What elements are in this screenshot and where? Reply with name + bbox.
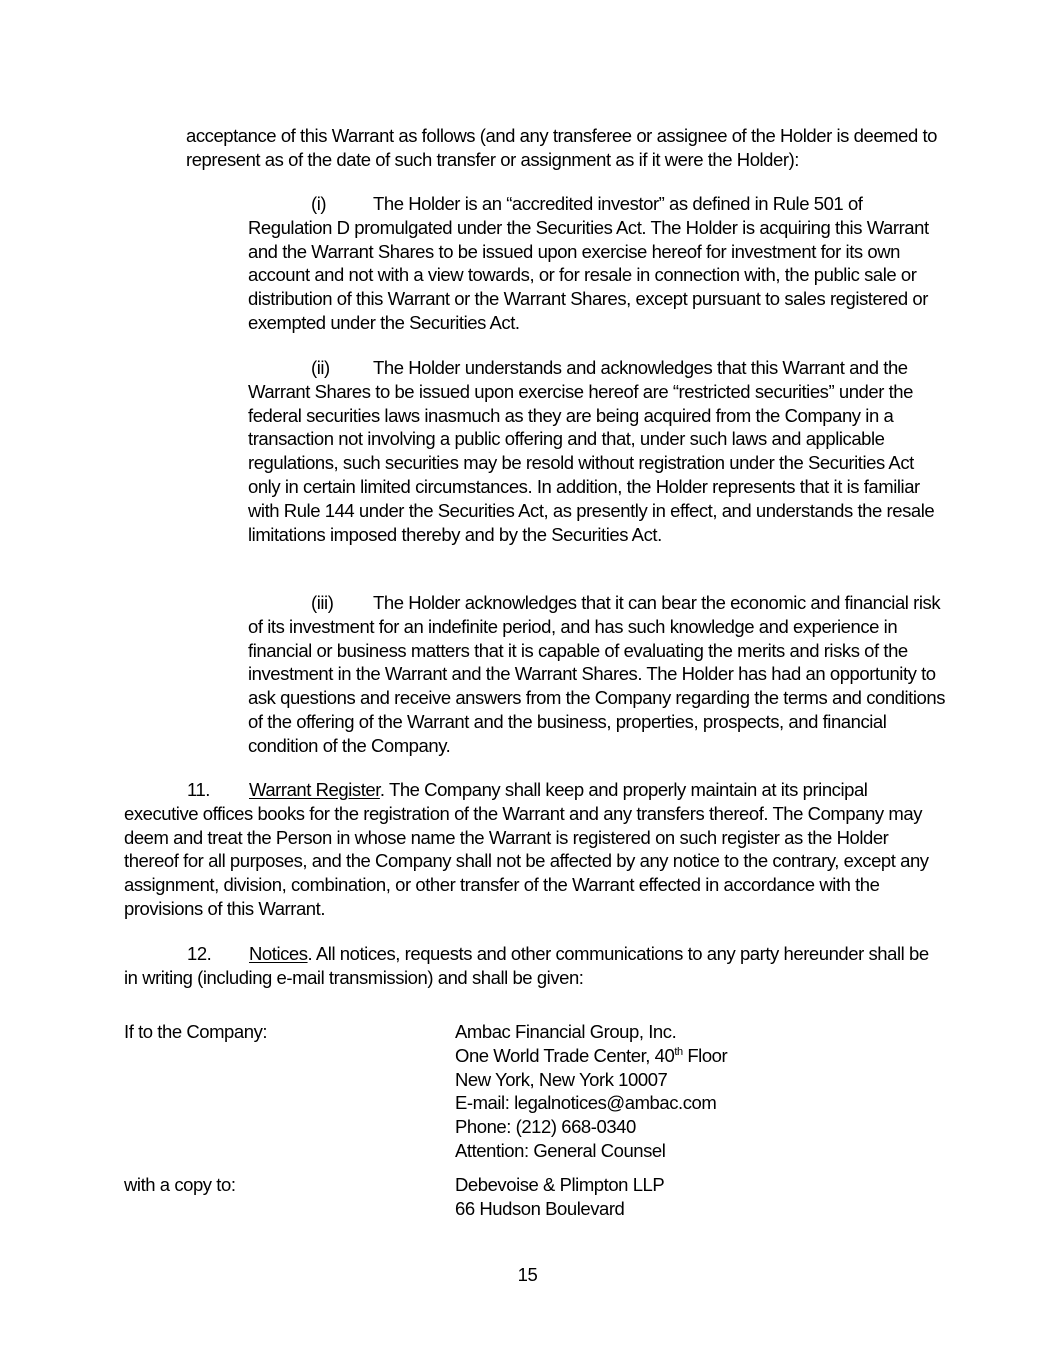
copy-notice-address [455, 1173, 935, 1221]
section-11-text: . The Company shall keep and properly maintain at its principal executive offices books for the registration of the Warrant and any transfers thereof. The Company may deem and treat the Person in whose name the Warrant is registered on such register as the Holder thereof for all purposes, and the Company shall not be affected by any notice to the contrary, except any assignment, division, combination, or other transfer of the Warrant effected in accordance with the provisions of this Warrant. [124, 779, 929, 919]
section-11-heading: Warrant Register [249, 779, 380, 800]
section-11-number: 11. [187, 779, 210, 800]
representation-i [248, 192, 948, 335]
representation-i-text: The Holder is an “accredited investor” as defined in Rule 501 of Regulation D promulgated under the Securities Act. The Holder is acquiring this Warrant and the Warrant Shares to be issued upon exercise hereof for investment for its own account and not with a view towards, or for resale in connection with, the public sale or distribution of this Warrant or the Warrant Shares, except pursuant to sales registered or exempted under the Securities Act. [248, 193, 929, 333]
company-phone: Phone: (212) 668-0340 [455, 1116, 636, 1138]
company-attention: Attention: General Counsel [455, 1139, 666, 1161]
representation-iii-number: (iii) [311, 592, 334, 613]
company-city: New York, New York 10007 [455, 1068, 668, 1090]
representation-ii-number: (ii) [311, 357, 330, 378]
copy-street: 66 Hudson Boulevard [455, 1197, 625, 1219]
company-email: E-mail: legalnotices@ambac.com [455, 1092, 717, 1114]
page-number: 15 [517, 1264, 538, 1285]
representation-ii-text: The Holder understands and acknowledges that this Warrant and the Warrant Shares to be issued upon exercise hereof are “restricted securities” under the federal securities laws inasmuch as they are being acquired from the Company in a transaction not involving a public offering and that, under such laws and applicable regulations, such securities may be resold without registration under the Securities Act only in certain limited circumstances. In addition, the Holder represents that it is familiar with Rule 144 under the Securities Act, as presently in effect, and understands the resale limitations imposed thereby and by the Securities Act. [248, 357, 935, 545]
copy-notice-label: with a copy to: [124, 1174, 236, 1195]
representation-i-number: (i) [311, 193, 327, 214]
section-12-notices [124, 942, 944, 990]
company-street [455, 1044, 935, 1068]
company-name: Ambac Financial Group, Inc. [455, 1021, 677, 1042]
intro-paragraph: acceptance of this Warrant as follows (and any transferee or assignee of the Holder is deemed to represent as of the date of such transfer or assignment as if it were the Holder): [186, 125, 938, 170]
company-street-floor: Floor [682, 1044, 728, 1066]
company-notice-label: If to the Company: [124, 1021, 268, 1042]
representation-ii [248, 356, 948, 546]
company-notice-address [455, 1020, 935, 1163]
representation-iii [248, 591, 948, 758]
section-12-number: 12. [187, 943, 212, 964]
section-12-heading: Notices [249, 943, 308, 964]
representation-iii-text: The Holder acknowledges that it can bear the economic and financial risk of its investment for an indefinite period, and has such knowledge and experience in financial or business matters that it is capable of evaluating the merits and risks of the investment in the Warrant and the Warrant Shares. The Holder has had an opportunity to ask questions and receive answers from the Company regarding the terms and conditions of the offering of the Warrant and the business, properties, prospects, and financial condition of the Company. [248, 592, 945, 756]
company-street-ordinal: th [674, 1045, 683, 1058]
section-11-warrant-register [124, 778, 944, 921]
company-street-main: One World Trade Center, 40 [455, 1044, 675, 1066]
copy-firm-name: Debevoise & Plimpton LLP [455, 1174, 665, 1195]
section-12-text: . All notices, requests and other communications to any party hereunder shall be in writing (including e-mail transmission) and shall be given: [124, 943, 929, 988]
